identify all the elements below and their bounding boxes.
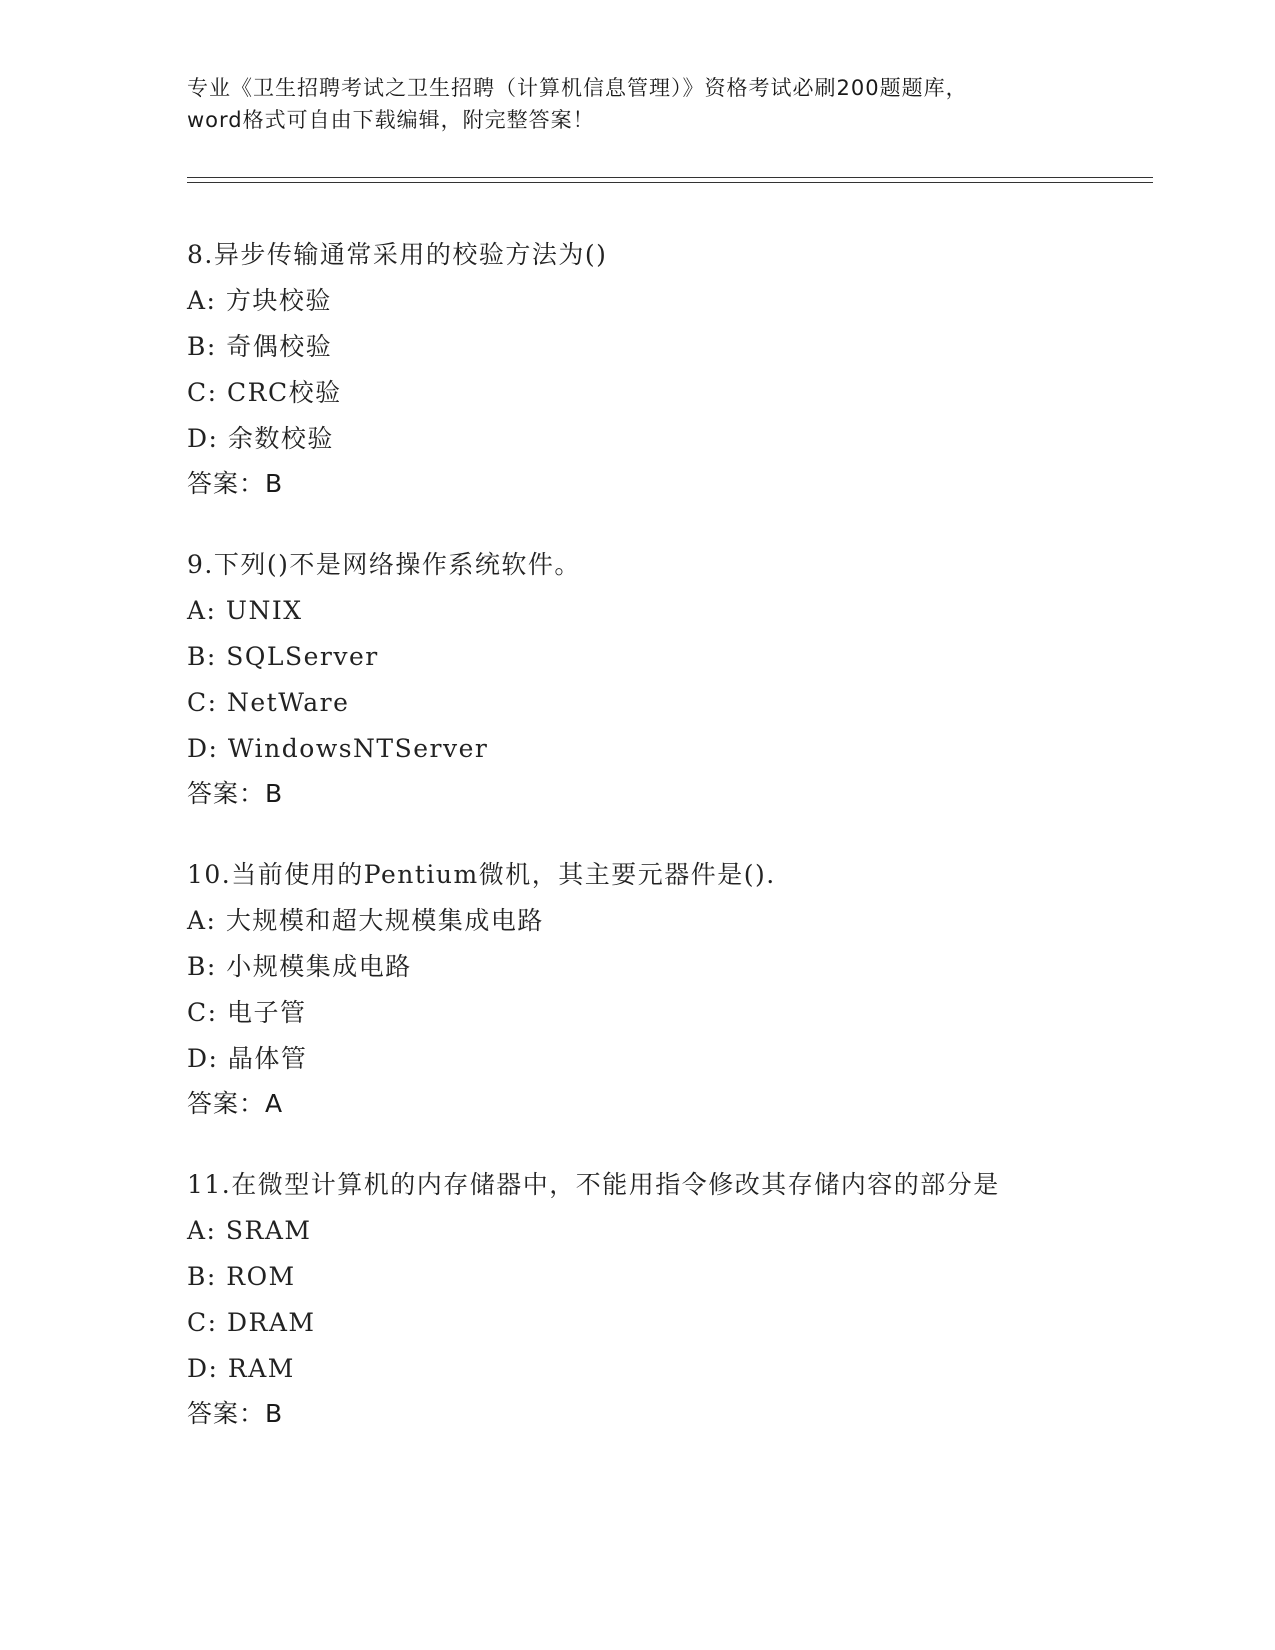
option-c: C: NetWare bbox=[187, 688, 350, 717]
option-a: A: 方块校验 bbox=[187, 286, 332, 315]
option-d: D: RAM bbox=[187, 1354, 295, 1383]
question-title: 8.异步传输通常采用的校验方法为() bbox=[187, 240, 608, 269]
option-c: C: CRC校验 bbox=[187, 378, 342, 407]
answer: 答案：A bbox=[187, 1089, 284, 1118]
header-line-2: word格式可自由下载编辑，附完整答案！ bbox=[187, 108, 595, 132]
question-title: 11.在微型计算机的内存储器中，不能用指令修改其存储内容的部分是 bbox=[187, 1170, 1000, 1199]
option-b: B: SQLServer bbox=[187, 642, 379, 671]
question-title: 10.当前使用的Pentium微机，其主要元器件是(). bbox=[187, 860, 776, 889]
header-divider-bottom bbox=[187, 182, 1153, 183]
answer: 答案：B bbox=[187, 1399, 284, 1428]
option-b: B: 小规模集成电路 bbox=[187, 952, 412, 981]
question-10 bbox=[187, 852, 1187, 1126]
option-c: C: 电子管 bbox=[187, 998, 307, 1027]
option-b: B: ROM bbox=[187, 1262, 296, 1291]
option-a: A: 大规模和超大规模集成电路 bbox=[187, 906, 544, 935]
header-divider-top bbox=[187, 177, 1153, 178]
option-b: B: 奇偶校验 bbox=[187, 332, 333, 361]
question-list bbox=[187, 232, 1187, 1472]
option-a: A: SRAM bbox=[187, 1216, 312, 1245]
question-title: 9.下列()不是网络操作系统软件。 bbox=[187, 550, 581, 579]
option-c: C: DRAM bbox=[187, 1308, 316, 1337]
answer: 答案：B bbox=[187, 469, 284, 498]
option-a: A: UNIX bbox=[187, 596, 303, 625]
option-d: D: 晶体管 bbox=[187, 1044, 308, 1073]
question-11 bbox=[187, 1162, 1187, 1436]
question-8 bbox=[187, 232, 1187, 506]
option-d: D: 余数校验 bbox=[187, 424, 334, 453]
option-d: D: WindowsNTServer bbox=[187, 734, 489, 763]
document-header bbox=[187, 72, 1087, 136]
question-9 bbox=[187, 542, 1187, 816]
header-line-1: 专业《卫生招聘考试之卫生招聘（计算机信息管理）》资格考试必刷200题题库， bbox=[187, 76, 968, 100]
answer: 答案：B bbox=[187, 779, 284, 808]
